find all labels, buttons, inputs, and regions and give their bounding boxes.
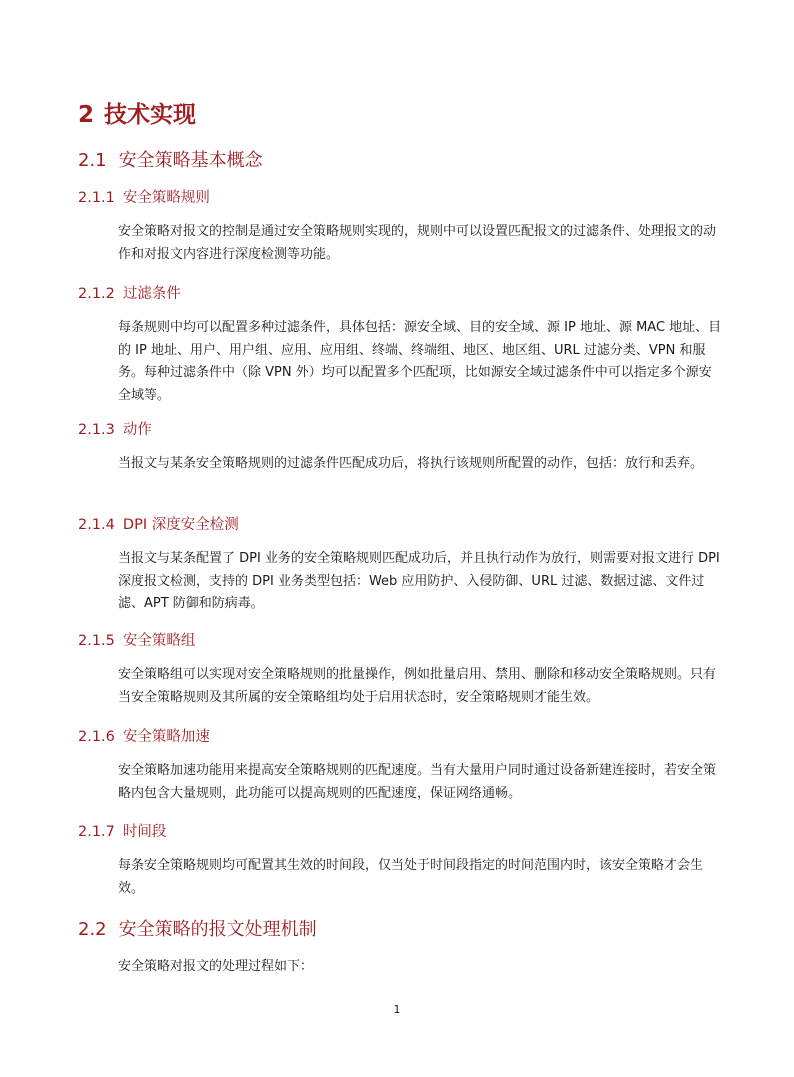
section-heading-2-1 bbox=[78, 146, 263, 172]
chapter-number: 2 bbox=[78, 102, 95, 128]
subsection-number: 2.1.1 bbox=[78, 190, 115, 206]
section-number: 2.2 bbox=[78, 919, 107, 940]
subsection-heading-2-1-7 bbox=[78, 820, 166, 841]
subsection-number: 2.1.3 bbox=[78, 422, 115, 438]
subsection-number: 2.1.7 bbox=[78, 824, 115, 840]
subsection-title: 安全策略规则 bbox=[122, 190, 210, 206]
section-title: 安全策略的报文处理机制 bbox=[118, 919, 317, 940]
subsection-number: 2.1.6 bbox=[78, 729, 115, 745]
subsection-heading-2-1-4 bbox=[78, 513, 239, 534]
subsection-number: 2.1.2 bbox=[78, 286, 115, 302]
subsection-heading-2-1-6 bbox=[78, 725, 210, 746]
section-heading-2-2 bbox=[78, 915, 317, 941]
paragraph-2-1-2: 每条规则中均可以配置多种过滤条件，具体包括：源安全域、目的安全域、源 IP 地址、源 MAC 地址、目的 IP 地址、用户、用户组、应用、应用组、终端、终端组、地区、地区组、URL 过滤分类、VPN 和服务。每种过滤条件中（除 VPN 外）均可以配置多个匹配项，比如源安全域过滤条件中可以指定多个源安全域等。 bbox=[118, 320, 722, 403]
subsection-heading-2-1-1 bbox=[78, 186, 210, 207]
paragraph-2-1-1: 安全策略对报文的控制是通过安全策略规则实现的，规则中可以设置匹配报文的过滤条件、处理报文的动作和对报文内容进行深度检测等功能。 bbox=[118, 224, 717, 262]
paragraph-2-1-3: 当报文与某条安全策略规则的过滤条件匹配成功后，将执行该规则所配置的动作，包括：放行和丢弃。 bbox=[118, 456, 704, 471]
chapter-heading bbox=[78, 96, 196, 129]
subsection-title: 动作 bbox=[122, 422, 152, 438]
section-number: 2.1 bbox=[78, 150, 107, 171]
chapter-title: 技术实现 bbox=[104, 102, 197, 128]
section-title: 安全策略基本概念 bbox=[118, 150, 263, 171]
subsection-number: 2.1.5 bbox=[78, 633, 115, 649]
subsection-heading-2-1-3 bbox=[78, 418, 152, 439]
subsection-heading-2-1-2 bbox=[78, 282, 181, 303]
subsection-title: 安全策略组 bbox=[122, 633, 196, 649]
paragraph-2-1-5: 安全策略组可以实现对安全策略规则的批量操作，例如批量启用、禁用、删除和移动安全策略规则。只有当安全策略规则及其所属的安全策略组均处于启用状态时，安全策略规则才能生效。 bbox=[118, 667, 717, 705]
subsection-number: 2.1.4 bbox=[78, 517, 115, 533]
subsection-title: 时间段 bbox=[122, 824, 167, 840]
subsection-title: 过滤条件 bbox=[122, 286, 181, 302]
subsection-title: DPI 深度安全检测 bbox=[122, 517, 239, 533]
paragraph-2-1-7: 每条安全策略规则均可配置其生效的时间段，仅当处于时间段指定的时间范围内时，该安全策略才会生效。 bbox=[118, 858, 704, 896]
paragraph-2-2-intro: 安全策略对报文的处理过程如下： bbox=[118, 959, 314, 974]
subsection-heading-2-1-5 bbox=[78, 629, 195, 650]
subsection-title: 安全策略加速 bbox=[122, 729, 210, 745]
paragraph-2-1-4: 当报文与某条配置了 DPI 业务的安全策略规则匹配成功后，并且执行动作为放行，则需要对报文进行 DPI 深度报文检测，支持的 DPI 业务类型包括：Web 应用防护、入侵防御、URL 过滤、数据过滤、文件过滤、APT 防御和防病毒。 bbox=[118, 551, 720, 611]
page-number: 1 bbox=[393, 1003, 401, 1016]
paragraph-2-1-6: 安全策略加速功能用来提高安全策略规则的匹配速度。当有大量用户同时通过设备新建连接时，若安全策略内包含大量规则，此功能可以提高规则的匹配速度，保证网络通畅。 bbox=[118, 763, 717, 801]
